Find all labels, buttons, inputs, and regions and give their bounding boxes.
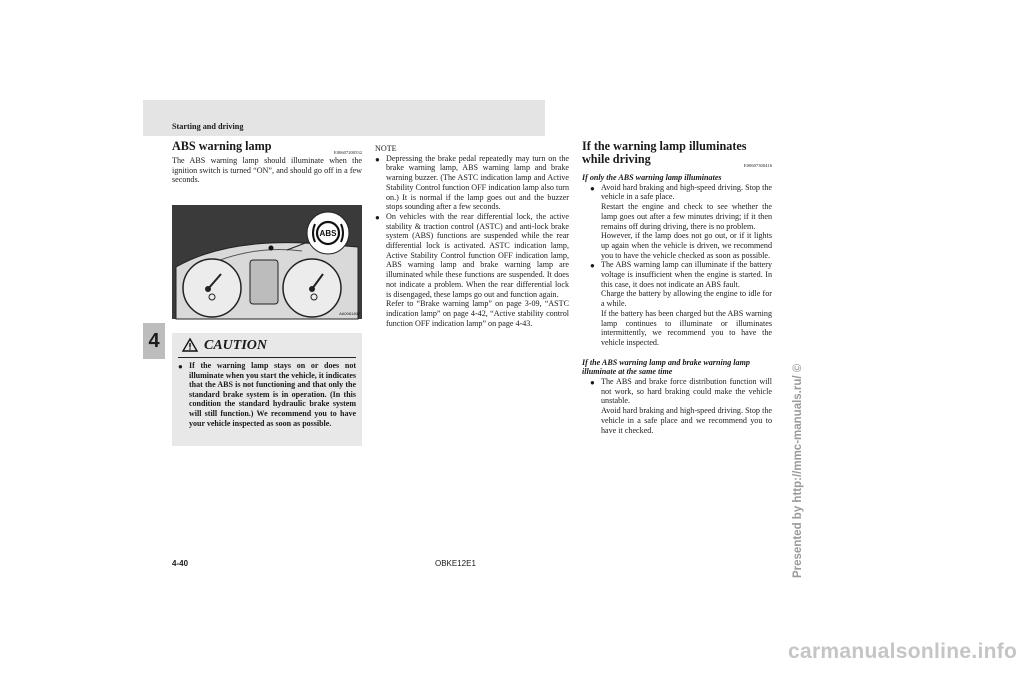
bullet-icon: ● [590, 378, 595, 388]
side-credit-text: Presented by http://mmc-manuals.ru/ © [792, 363, 804, 578]
chapter-tab: 4 [143, 323, 165, 359]
right-column [582, 140, 772, 435]
left-column [172, 140, 362, 185]
abs-only-item [590, 260, 772, 347]
caution-body [178, 361, 356, 428]
abs-brake-item-text: The ABS and brake force distribution function will not work, so hard braking could make the vehicle unstable. Avoid hard braking and high-speed driving. Stop the vehicle in a safe place and we recommend you to have it checked. [601, 377, 772, 435]
figure-code: AA0061407 [339, 311, 360, 316]
note-item [375, 154, 569, 212]
caution-title: CAUTION [204, 338, 268, 353]
driving-lamp-title: If the warning lamp illuminates while driving [582, 139, 747, 166]
section-title: Starting and driving [172, 122, 244, 131]
caution-item [178, 361, 356, 428]
caution-box [172, 333, 362, 446]
watermark: carmanualsonline.info [788, 640, 1017, 663]
note-item-text: On vehicles with the rear differential lock, the active stability & traction control (ASTC) and anti-lock brake system (ABS) functions are suspended while the rear differential lock is activated. ASTC indication lamp, Active Stability Control function OFF indication lamp, ABS warning lamp and brake warning lamp are illuminated while these functions are suspended. It does not indicate a problem. When the rear differential lock is disengaged, these lamps go out and function again. Refer to “Brake warning lamp” on page 3-09, “ASTC indication lamp” on page 4-42, “Active stability control function OFF indication lamp” on page 4-43. [386, 211, 569, 328]
middle-column [375, 144, 569, 328]
abs-lamp-title: ABS warning lamp [172, 139, 272, 153]
abs-lamp-code: E00607200532 [333, 150, 362, 155]
note-label: NOTE [375, 144, 397, 153]
subheading-abs-and-brake: If the ABS warning lamp and brake warning lamp illuminate at the same time [582, 357, 750, 377]
instrument-cluster-figure [172, 205, 362, 319]
bullet-icon: ● [590, 261, 595, 271]
page-number: 4-40 [172, 559, 189, 568]
abs-brake-item [590, 377, 772, 435]
bullet-icon: ● [178, 362, 183, 371]
side-credit [788, 100, 806, 580]
driving-lamp-code: E00607300416 [743, 163, 772, 168]
bullet-icon: ● [375, 212, 380, 222]
note-item-text: Depressing the brake pedal repeatedly may turn on the brake warning lamp, ABS warning lamp and brake warning buzzer. (The ASTC indication lamp and Active Stability Control function OFF indication lamp also turn on.) It is normal if the lamp goes out and the buzzer stops sounding after a few seconds. [386, 153, 569, 212]
abs-only-item-text: The ABS warning lamp can illuminate if the battery voltage is insufficient when the engine is started. In this case, it does not indicate an ABS fault. Charge the battery by allowing the engine to idle for a while. If the battery has been charged but the ABS warning lamp continues to illuminate or illuminates intermittently, we recommend you to have the vehicle inspected. [601, 260, 772, 347]
cluster-illustration [172, 205, 362, 319]
abs-lamp-label: ABS [319, 229, 337, 238]
abs-only-item-text: Avoid hard braking and high-speed driving. Stop the vehicle in a safe place. Restart the engine and check to see whether the lamp goes out after a few minutes driving; if it then remains off during driving, there is no problem. However, if the lamp does not go out, or if it lights up again when the vehicle is driven, we recommend you to have the vehicle checked as soon as possible. [601, 182, 772, 260]
abs-lamp-intro: The ABS warning lamp should illuminate when the ignition switch is turned “ON”, and should go off in a few seconds. [172, 156, 362, 185]
warning-triangle-icon [182, 338, 198, 352]
subheading-abs-only: If only the ABS warning lamp illuminates [582, 173, 722, 182]
bullet-icon: ● [375, 154, 380, 164]
document-code: OBKE12E1 [435, 559, 476, 568]
note-item [375, 212, 569, 328]
bullet-icon: ● [590, 183, 595, 193]
caution-divider [178, 357, 356, 358]
caution-item-text: If the warning lamp stays on or does not illuminate when you start the vehicle, it indicates that the ABS is not functioning and that only the standard brake system is in operation. (In this condition the standard hydraulic brake system will still function.) We recommend you to have your vehicle inspected as soon as possible. [189, 361, 356, 428]
abs-only-item [590, 183, 772, 261]
